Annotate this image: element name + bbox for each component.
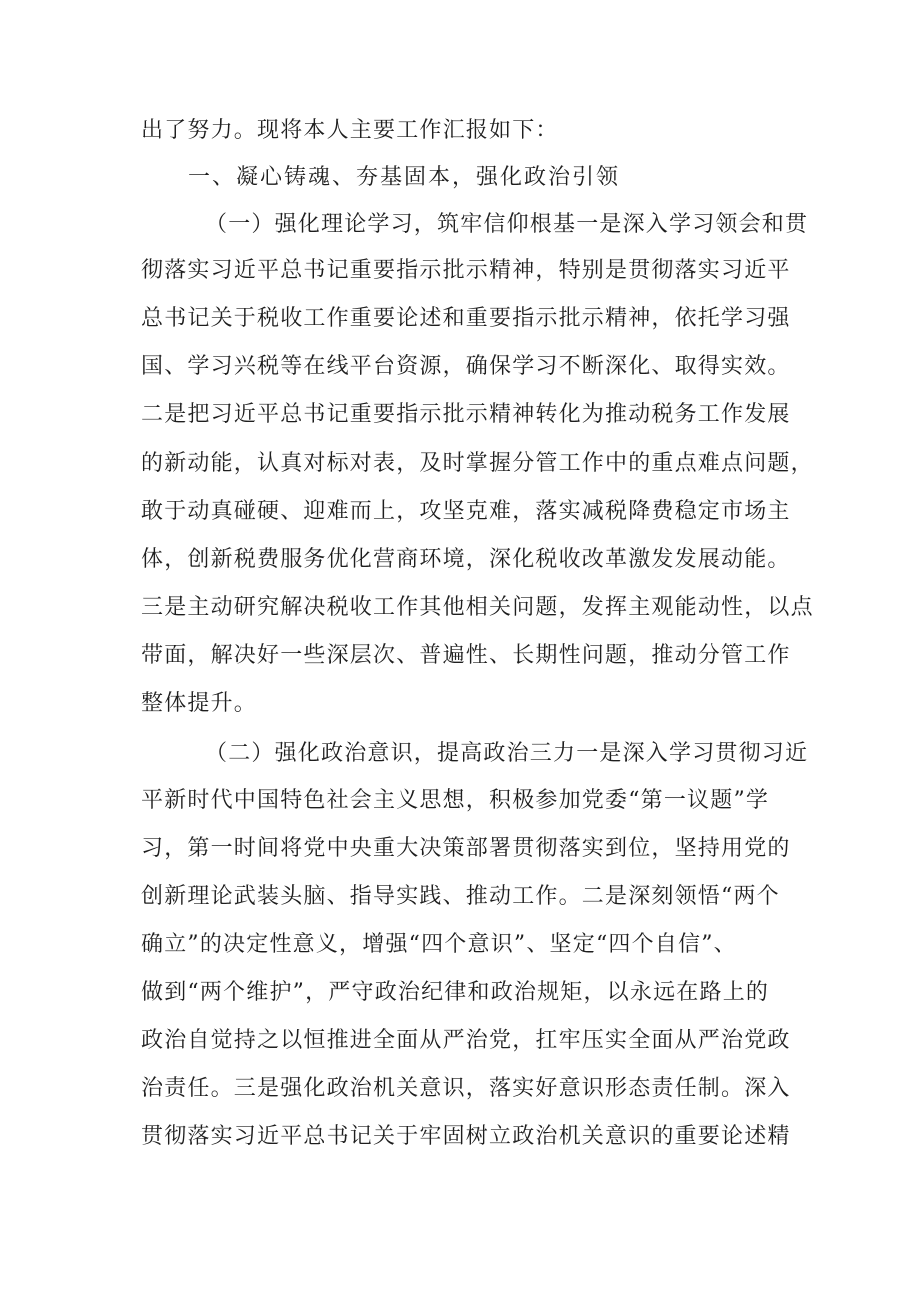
text-line: 总书记关于税收工作重要论述和重要指示批示精神，依托学习强 — [141, 306, 791, 331]
text-line: 习，第一时间将党中央重大决策部署贯彻落实到位，坚持用党的 — [141, 836, 791, 861]
text-line: 贯彻落实习近平总书记关于牢固树立政治机关意识的重要论述精 — [141, 1124, 791, 1149]
text-line: 平新时代中国特色社会主义思想，积极参加党委“第一议题”学 — [141, 788, 770, 813]
text-line: 国、学习兴税等在线平台资源，确保学习不断深化、取得实效。 — [141, 354, 791, 379]
text-line: 创新理论武装头脑、指导实践、推动工作。二是深刻领悟“两个 — [141, 884, 780, 909]
text-line: 做到“两个维护”，严守政治纪律和政治规矩，以永远在路上的 — [141, 980, 770, 1005]
subsection-heading-line: （一）强化理论学习，筑牢信仰根基一是深入学习领会和贯 — [205, 212, 809, 237]
text-line: 二是把习近平总书记重要指示批示精神转化为推动税务工作发展 — [141, 402, 791, 427]
text-line: 带面，解决好一些深层次、普遍性、长期性问题，推动分管工作 — [141, 643, 791, 668]
text-line: 的新动能，认真对标对表，及时掌握分管工作中的重点难点问题， — [141, 451, 814, 476]
text-line: 政治自觉持之以恒推进全面从严治党，扛牢压实全面从严治党政 — [141, 1028, 791, 1053]
text-line: 彻落实习近平总书记重要指示批示精神，特别是贯彻落实习近平 — [141, 258, 791, 283]
text-line: 整体提升。 — [141, 691, 258, 716]
subsection-heading-line: （二）强化政治意识，提高政治三力一是深入学习贯彻习近 — [205, 741, 809, 766]
text-line: 三是主动研究解决税收工作其他相关问题，发挥主观能动性，以点 — [141, 595, 814, 620]
text-line: 确立”的决定性意义，增强“四个意识”、坚定“四个自信”、 — [141, 932, 737, 957]
text-line: 敢于动真碰硬、迎难而上，攻坚克难，落实减税降费稳定市场主 — [141, 499, 791, 524]
text-line: 治责任。三是强化政治机关意识，落实好意识形态责任制。深入 — [141, 1076, 791, 1101]
text-line: 体，创新税费服务优化营商环境，深化税收改革激发发展动能。 — [141, 547, 791, 572]
text-line: 出了努力。现将本人主要工作汇报如下： — [141, 118, 559, 143]
section-heading: 一、凝心铸魂、夯基固本，强化政治引领 — [188, 165, 621, 190]
